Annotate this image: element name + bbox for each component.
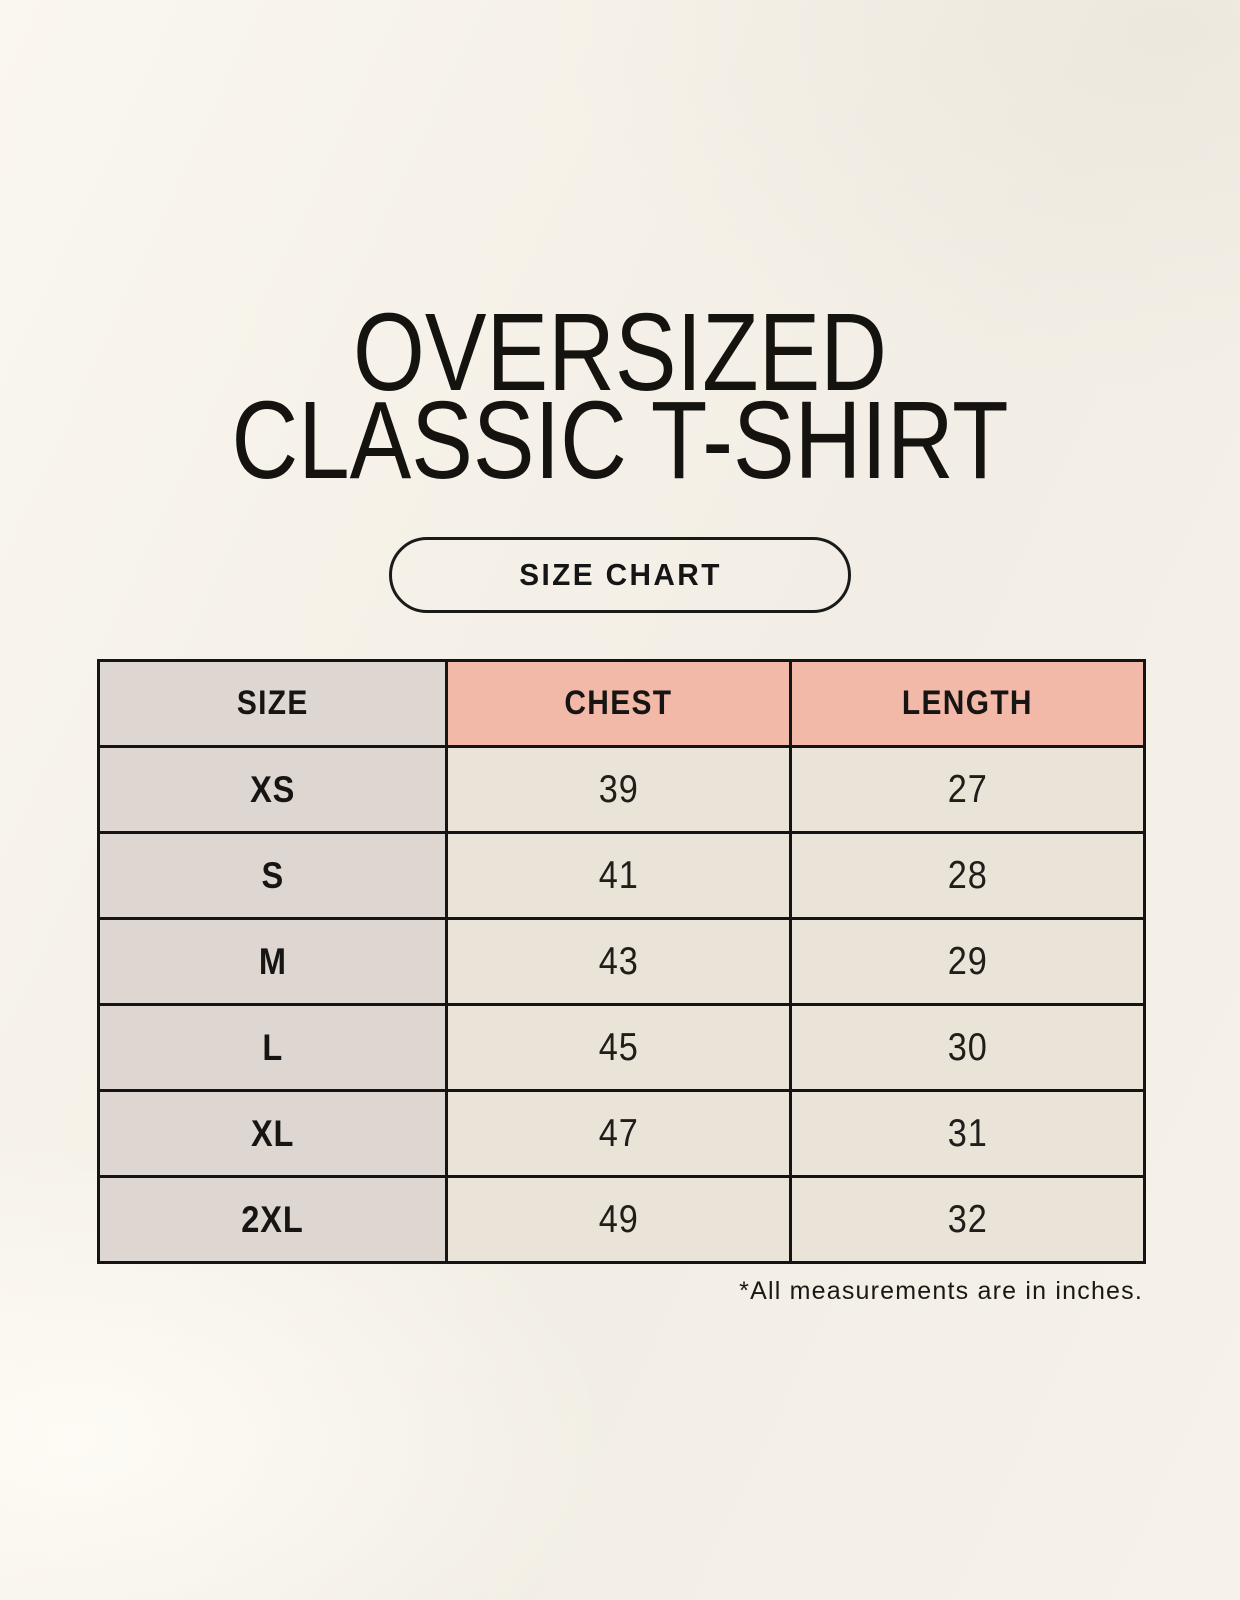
column-header-chest-label: CHEST bbox=[564, 684, 673, 722]
size-chart-button[interactable] bbox=[389, 537, 851, 613]
column-header-size bbox=[99, 661, 447, 747]
length-cell bbox=[791, 747, 1145, 833]
chest-value: 49 bbox=[598, 1197, 639, 1241]
chest-cell bbox=[447, 1177, 791, 1263]
size-cell bbox=[99, 1091, 447, 1177]
size-chart-button-label: SIZE CHART bbox=[518, 557, 722, 592]
table-row bbox=[99, 919, 1145, 1005]
length-value: 30 bbox=[947, 1025, 988, 1069]
length-value: 28 bbox=[947, 853, 988, 897]
size-cell bbox=[99, 833, 447, 919]
chest-cell bbox=[447, 919, 791, 1005]
chest-cell bbox=[447, 747, 791, 833]
size-cell bbox=[99, 1177, 447, 1263]
measurements-footnote: *All measurements are in inches. bbox=[739, 1277, 1143, 1305]
table-row bbox=[99, 1177, 1145, 1263]
size-cell bbox=[99, 1005, 447, 1091]
size-value: L bbox=[262, 1026, 283, 1068]
table-header-row bbox=[99, 661, 1145, 747]
column-header-length-label: LENGTH bbox=[902, 684, 1033, 722]
length-cell bbox=[791, 1091, 1145, 1177]
size-cell bbox=[99, 919, 447, 1005]
chest-value: 41 bbox=[598, 853, 639, 897]
length-cell bbox=[791, 833, 1145, 919]
chest-value: 43 bbox=[598, 939, 639, 983]
table-row bbox=[99, 833, 1145, 919]
size-value: M bbox=[258, 940, 287, 982]
product-title-line2: CLASSIC T-SHIRT bbox=[231, 379, 1009, 502]
length-value: 27 bbox=[947, 767, 988, 811]
chest-value: 45 bbox=[598, 1025, 639, 1069]
length-value: 29 bbox=[947, 939, 988, 983]
product-title bbox=[0, 291, 1240, 502]
size-value: XS bbox=[249, 768, 296, 810]
length-cell bbox=[791, 919, 1145, 1005]
column-header-size-label: SIZE bbox=[236, 684, 309, 722]
product-title-line1: OVERSIZED bbox=[353, 291, 887, 414]
column-header-chest bbox=[447, 661, 791, 747]
size-value: S bbox=[261, 854, 284, 896]
size-value: 2XL bbox=[241, 1198, 304, 1240]
size-table bbox=[97, 659, 1146, 1264]
length-value: 31 bbox=[947, 1111, 988, 1155]
length-cell bbox=[791, 1005, 1145, 1091]
size-value: XL bbox=[250, 1112, 295, 1154]
chest-cell bbox=[447, 1091, 791, 1177]
chest-value: 39 bbox=[598, 767, 639, 811]
chest-cell bbox=[447, 1005, 791, 1091]
table-row bbox=[99, 747, 1145, 833]
column-header-length bbox=[791, 661, 1145, 747]
table-row bbox=[99, 1005, 1145, 1091]
length-cell bbox=[791, 1177, 1145, 1263]
chest-value: 47 bbox=[598, 1111, 639, 1155]
table-row bbox=[99, 1091, 1145, 1177]
length-value: 32 bbox=[947, 1197, 988, 1241]
chest-cell bbox=[447, 833, 791, 919]
size-cell bbox=[99, 747, 447, 833]
